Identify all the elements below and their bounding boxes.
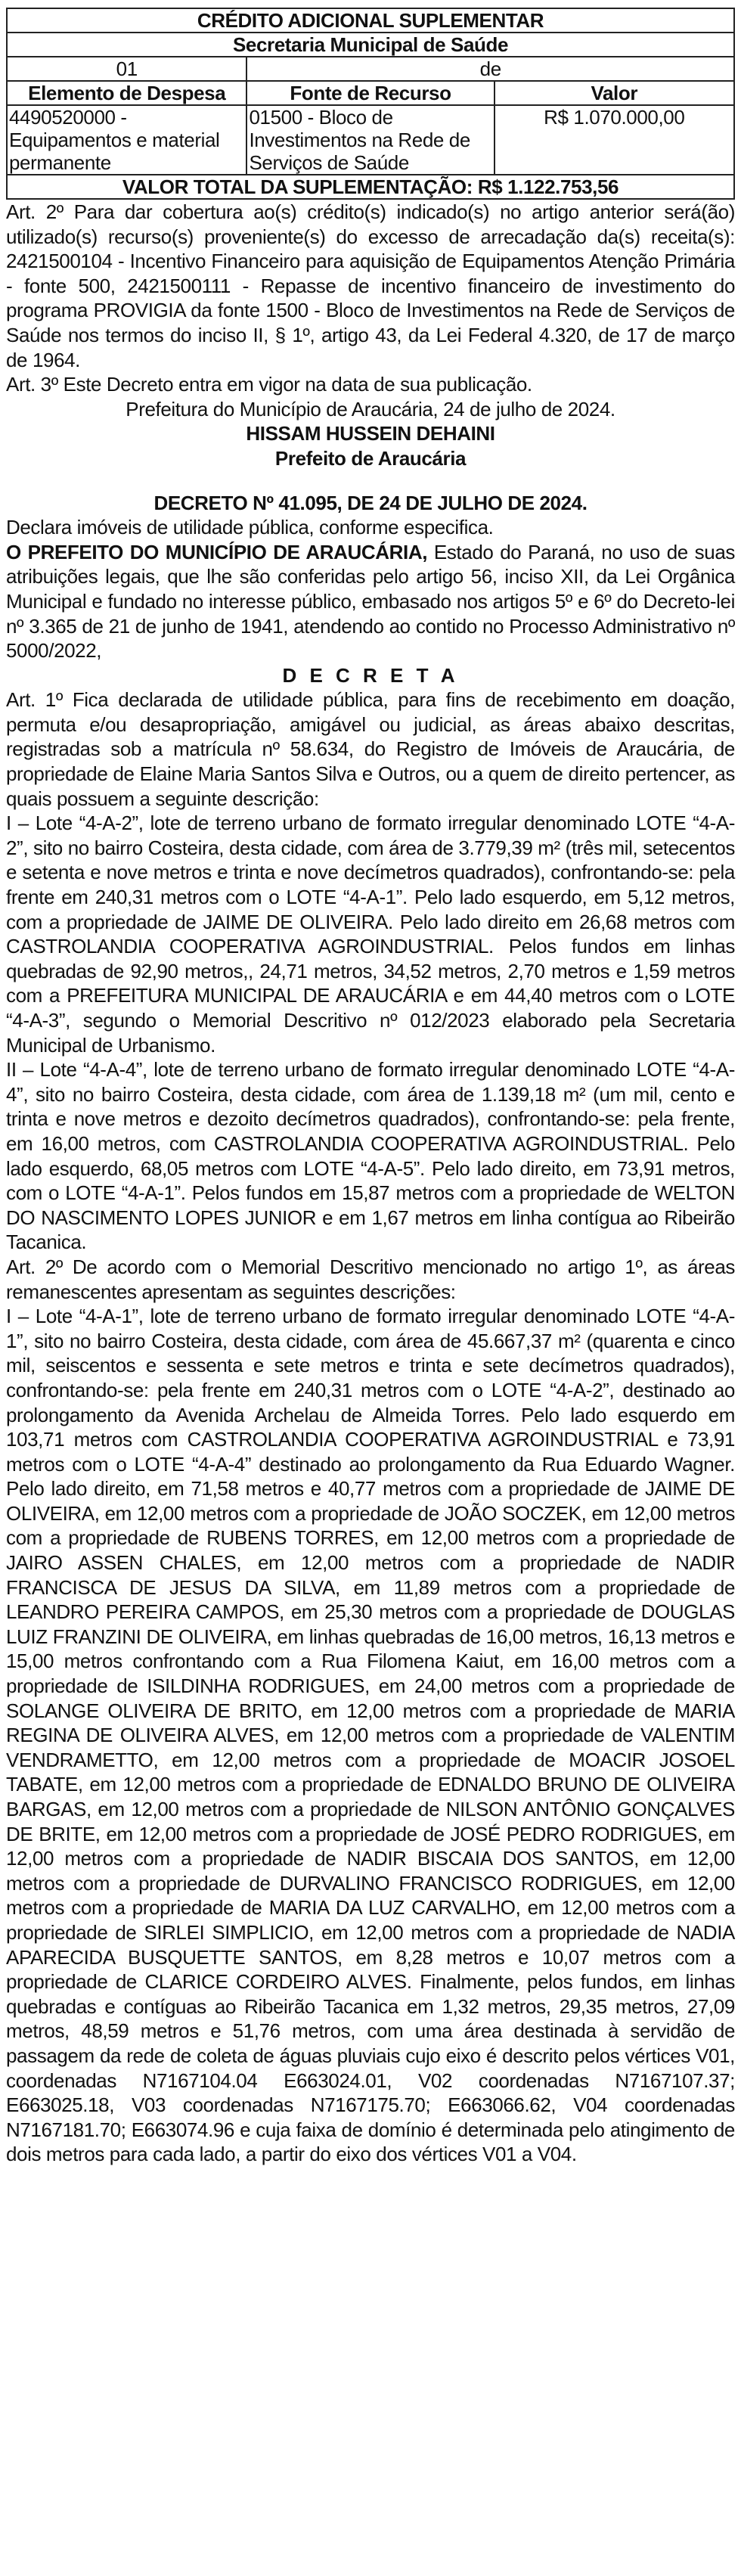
table-title: CRÉDITO ADICIONAL SUPLEMENTAR	[7, 8, 734, 33]
cell-elemento: 4490520000 - Equipamentos e material permanente	[7, 105, 246, 175]
preamble-rest: Estado do Paraná, no uso de suas atribuições legais, que lhe são conferidas pelo artigo 56, inciso XII, da Lei Orgânica Municipal e fundado no interesse público, embasado nos artigos 5º e 6º do Decreto-lei nº 3.365 de 21 de junho de 1941, atendendo ao contido no Processo Administrativo nº 5000/2022,	[6, 540, 735, 663]
decree2-summary: Declara imóveis de utilidade pública, conforme especifica.	[6, 516, 494, 539]
decree1-place-date: Prefeitura do Município de Araucária, 24 de julho de 2024.	[126, 397, 615, 421]
lote-4-a-4: II – Lote “4-A-4”, lote de terreno urbano de formato irregular denominado LOTE “4-A-4”, sito no bairro Costeira, desta cidade, com área de 1.139,18 m² (um mil, cento e trinta e nove metros e dezoito decímetros quadrados), confrontando-se: pela frente, em 16,00 metros, com CASTROLANDIA COOPERATIVA AGROINDUSTRIAL. Pelo lado esquerdo, 68,05 metros com LOTE “4-A-5”. Pelo lado direito, em 73,91 metros, com o LOTE “4-A-1”. Pelos fundos em 15,87 metros com a propriedade de WELTON DO NASCIMENTO LOPES JUNIOR e em 1,67 metros em linha contígua ao Ribeirão Tacanica.	[6, 1058, 735, 1254]
decree2-art2: Art. 2º De acordo com o Memorial Descritivo mencionado no artigo 1º, as áreas remanescentes apresentam as seguintes descrições:	[6, 1255, 735, 1303]
table-subtitle: Secretaria Municipal de Saúde	[7, 33, 734, 57]
table-code-suffix: de	[246, 57, 734, 81]
lote-4-a-1: I – Lote “4-A-1”, lote de terreno urbano de formato irregular denominado LOTE “4-A-1”, sito no bairro Costeira, desta cidade, com área de 45.667,37 m² (quarenta e cinco mil, seiscentos e sessenta e sete metros e trinta e sete decímetros quadrados), confrontando-se: pela frente em 240,31 metros com o LOTE “4-A-2”, destinado ao prolongamento da Avenida Archelau de Almeida Torres. Pelo lado esquerdo em 103,71 metros com CASTROLANDIA COOPERATIVA AGROINDUSTRIAL e 73,91 metros com o LOTE “4-A-4” destinado ao prolongamento da Rua Eduardo Wagner. Pelo lado direito, em 71,58 metros e 40,77 metros com a propriedade de JAIME DE OLIVEIRA, em 12,00 metros com a propriedade de JOÃO SOCZEK, em 12,00 metros com a propriedade de RUBENS TORRES, em 12,00 metros com a propriedade de JAIRO ASSEN CHALES, em 12,00 metros com a propriedade de NADIR FRANCISCA DE JESUS DA SILVA, em 11,89 metros com a propriedade de LEANDRO PEREIRA CAMPOS, em 25,30 metros com a propriedade de DOUGLAS LUIZ FRANZINI DE OLIVEIRA, em linhas quebradas de 16,00 metros, 16,13 metros e 15,00 metros confrontando com a Rua Filomena Kaiut, em 16,00 metros com a propriedade de ISILDINHA RODRIGUES, em 24,00 metros com a propriedade de SOLANGE OLIVEIRA DE BRITO, em 12,00 metros com a propriedade de MARIA REGINA DE OLIVEIRA ALVES, em 12,00 metros com a propriedade de VALENTIM VENDRAMETTO, em 12,00 metros com a propriedade de MOACIR JOSOEL TABATE, em 12,00 metros com a propriedade de EDNALDO BRUNO DE OLIVEIRA BARGAS, em 12,00 metros com a propriedade de NILSON ANTÔNIO GONÇALVES DE BRITE, em 12,00 metros com a propriedade de JOSÉ PEDRO RODRIGUES, em 12,00 metros com a propriedade de NADIR BISCAIA DOS SANTOS, em 12,00 metros com a propriedade de DURVALINO FRANCISCO RODRIGUES, em 12,00 metros com a propriedade de MARIA DA LUZ CARVALHO, em 12,00 metros com a propriedade de SIRLEI SIMPLICIO, em 12,00 metros com a propriedade de NADIA APARECIDA BUSQUETTE SANTOS, em 8,28 metros e 10,07 metros com a propriedade de CLARICE CORDEIRO ALVES. Finalmente, pelos fundos, em linhas quebradas e contíguas ao Ribeirão Tacanica em 1,32 metros, 29,35 metros, 27,09 metros, 48,59 metros e 51,76 metros, com uma área destinada à servidão de passagem da rede de coleta de águas pluviais cujo eixo é descrito pelos vértices V01, coordenadas N7167104.04 E663024.01, V02 coordenadas N7167107.37; E663025.18, V03 coordenadas N7167175.70; E663066.62, V04 coordenadas N7167181.70; E663074.96 e cuja faixa de domínio é determinada pelo atingimento de dois metros para cada lado, a partir do eixo dos vértices V01 a V04.	[6, 1305, 735, 2166]
table-row	[7, 105, 734, 175]
preamble-bold: O PREFEITO DO MUNICÍPIO DE ARAUCÁRIA,	[6, 540, 428, 563]
table-code: 01	[7, 57, 246, 81]
document-page	[6, 8, 735, 2167]
header-valor: Valor	[495, 81, 734, 105]
spacer	[6, 471, 735, 491]
signer-title: Prefeito de Araucária	[274, 446, 467, 470]
decree2-preamble	[6, 540, 735, 663]
signer-name: HISSAM HUSSEIN DEHAINI	[246, 422, 495, 445]
decree2-title: DECRETO Nº 41.095, DE 24 DE JULHO DE 2024.	[153, 491, 588, 514]
decreta-heading: D E C R E T A	[282, 663, 459, 687]
decree1-art2: Art. 2º Para dar cobertura ao(s) crédito(s) indicado(s) no artigo anterior será(ão) utilizado(s) recurso(s) proveniente(s) do excesso de arrecadação da(s) receita(s): 2421500104 - Incentivo Financeiro para aquisição de Equipamentos Atenção Primária - fonte 500, 2421500111 - Repasse de incentivo financeiro de investimento do programa PROVIGIA da fonte 1500 - Bloco de Investimentos na Rede de Serviços de Saúde nos termos do inciso II, § 1º, artigo 43, da Lei Federal 4.320, de 17 de março de 1964.	[6, 200, 735, 371]
decree2-art1: Art. 1º Fica declarada de utilidade pública, para fins de recebimento em doação, permuta e/ou desapropriação, amigável ou judicial, as áreas abaixo descritas, registradas sob a matrícula nº 58.634, do Registro de Imóveis de Araucária, de propriedade de Elaine Maria Santos Silva e Outros, ou a quem de direito pertencer, as quais possuem a seguinte descrição:	[6, 688, 735, 810]
decree1-art3: Art. 3º Este Decreto entra em vigor na data de sua publicação.	[6, 373, 532, 396]
cell-fonte: 01500 - Bloco de Investimentos na Rede de Serviços de Saúde	[246, 105, 494, 175]
cell-valor: R$ 1.070.000,00	[495, 105, 734, 175]
header-elemento: Elemento de Despesa	[7, 81, 246, 105]
budget-table	[6, 8, 735, 200]
header-fonte: Fonte de Recurso	[246, 81, 494, 105]
lote-4-a-2: I – Lote “4-A-2”, lote de terreno urbano de formato irregular denominado LOTE “4-A-2”, sito no bairro Costeira, desta cidade, com área de 3.779,39 m² (três mil, setecentos e setenta e nove metros e trinta e nove decímetros quadrados), confrontando-se: pela frente em 240,31 metros com o LOTE “4-A-1”. Pelo lado esquerdo, em 5,12 metros, com a propriedade de JAIME DE OLIVEIRA. Pelo lado direito em 26,68 metros com CASTROLANDIA COOPERATIVA AGROINDUSTRIAL. Pelos fundos em linhas quebradas de 92,90 metros,, 24,71 metros, 34,52 metros, 2,70 metros e 1,59 metros com a PREFEITURA MUNICIPAL DE ARAUCÁRIA e em 44,40 metros com o LOTE “4-A-3”, segundo o Memorial Descritivo nº 012/2023 elaborado pela Secretaria Municipal de Urbanismo.	[6, 812, 735, 1057]
table-total: VALOR TOTAL DA SUPLEMENTAÇÃO: R$ 1.122.753,56	[7, 175, 734, 199]
